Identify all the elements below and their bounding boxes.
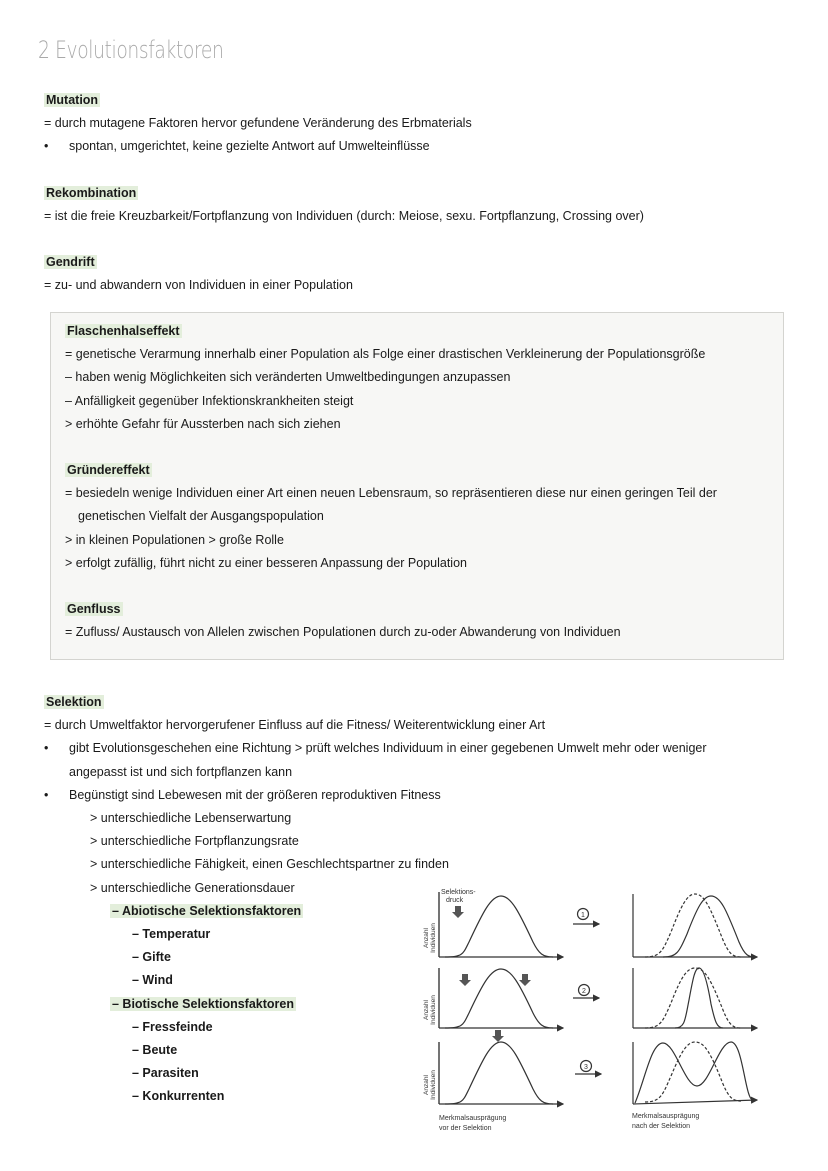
sub-item: > unterschiedliche Lebenserwartung [90,811,292,826]
section-rekombination [44,182,644,228]
step-number: 2 [582,988,586,995]
axis [439,1042,563,1104]
x-label-before: vor der Selektion [439,1125,492,1132]
sub-item: > unterschiedliche Fortpflanzungsrate [90,834,299,849]
dashed-original [645,1042,741,1102]
y-label: Individuen [430,923,437,953]
factor-item: – Fressfeinde [132,1019,213,1034]
text-line: genetischen Vielfalt der Ausgangspopulation [78,509,324,524]
definition: = zu- und abwandern von Individuen in einer Population [44,278,353,293]
heading-biotic: – Biotische Selektionsfaktoren [112,996,295,1011]
dashed-original [645,968,741,1028]
y-label: Anzahl [423,928,430,948]
x-label-before: Merkmalsausprägung [439,1115,507,1122]
sub-item: > unterschiedliche Generationsdauer [90,880,295,895]
dashed-original [645,894,741,957]
heading-gendrift: Gendrift [46,255,95,269]
curve-after-1 [663,896,755,957]
sub-item: > unterschiedliche Fähigkeit, einen Geschlechtspartner zu finden [90,857,449,872]
curve-before-1 [445,896,553,957]
x-label-after: nach der Selektion [632,1123,690,1130]
heading-rekombination: Rekombination [46,186,137,200]
curve-before-2 [445,969,553,1028]
step-number: 1 [581,912,585,919]
y-label: Individuen [430,1070,437,1100]
down-arrow-icon [519,974,531,986]
page-title: 2 Evolutionsfaktoren [38,36,224,64]
down-arrow-icon [452,906,464,918]
step-number: 3 [584,1064,588,1071]
definition: = ist die freie Kreuzbarkeit/Fortpflanzung von Individuen (durch: Meiose, sexu. Fortpflanzung, Crossing over) [44,209,644,224]
pressure-label: Selektions- [441,889,476,896]
factor-item: – Beute [132,1043,178,1058]
text-line: = besiedeln wenige Individuen einer Art einen neuen Lebensraum, so repräsentieren diese nur einen geringen Teil der [65,486,717,501]
down-arrow-icon [492,1030,504,1042]
section-mutation [44,89,472,159]
svg-text:AnzahlIndividuen [423,923,437,953]
svg-text:AnzahlIndividuen [423,1070,437,1100]
y-label: Anzahl [423,1075,430,1095]
svg-text:AnzahlIndividuen [423,995,437,1025]
down-arrow-icon [459,974,471,986]
bullet: • gibt Evolutionsgeschehen eine Richtung > prüft welches Individuum in einer gegebenen Umwelt mehr oder weniger [44,737,707,760]
text-line: = genetische Verarmung innerhalb einer Population als Folge einer drastischen Verkleinerung der Populationsgröße [65,347,706,362]
text-line: – haben wenig Möglichkeiten sich veränderten Umweltbedingungen anzupassen [65,370,511,385]
bullet: • spontan, umgerichtet, keine gezielte Antwort auf Umwelteinflüsse [44,135,472,158]
factor-item: – Parasiten [132,1066,199,1081]
gruendereffekt [65,459,717,575]
text-line: > erfolgt zufällig, führt nicht zu einer besseren Anpassung der Population [65,555,467,570]
definition: = durch mutagene Faktoren hervor gefundene Veränderung des Erbmaterials [44,116,472,131]
curve-before-3 [445,1042,553,1104]
factor-item: – Temperatur [132,927,211,942]
heading-genfluss: Genfluss [67,602,121,616]
curve-after-3 [635,1042,753,1103]
heading-abiotic: – Abiotische Selektionsfaktoren [112,903,302,918]
bullet: • Begünstigt sind Lebewesen mit der größeren reproduktiven Fitness [44,784,707,807]
factor-item: – Gifte [132,950,171,965]
selection-diagram [405,880,785,1142]
text-line: – Anfälligkeit gegenüber Infektionskrankheiten steigt [65,393,354,408]
heading-mutation: Mutation [46,93,99,107]
pressure-label: druck [446,897,464,904]
y-label: Anzahl [423,1000,430,1020]
heading-flaschenhalseffekt: Flaschenhalseffekt [67,324,180,338]
y-label: Individuen [430,995,437,1025]
definition: = durch Umweltfaktor hervorgerufener Einfluss auf die Fitness/ Weiterentwicklung einer Art [44,718,546,733]
axis [439,968,563,1028]
heading-selektion: Selektion [46,695,102,709]
text-line: = Zufluss/ Austausch von Allelen zwischen Populationen durch zu-oder Abwanderung von Individuen [65,625,621,640]
gendrift-box [50,312,784,660]
flaschenhalseffekt [65,320,705,436]
curve-after-2 [675,968,723,1028]
x-label-after: Merkmalsausprägung [632,1113,700,1120]
text-line: > in kleinen Populationen > große Rolle [65,532,284,547]
genfluss [65,598,621,644]
factor-item: – Wind [132,973,173,988]
heading-gruendereffekt: Gründereffekt [67,463,150,477]
section-gendrift [44,251,353,297]
text-line: > erhöhte Gefahr für Aussterben nach sich ziehen [65,416,341,431]
factor-item: – Konkurrenten [132,1089,225,1104]
bullet-continued: angepasst ist und sich fortpflanzen kann [69,764,293,779]
